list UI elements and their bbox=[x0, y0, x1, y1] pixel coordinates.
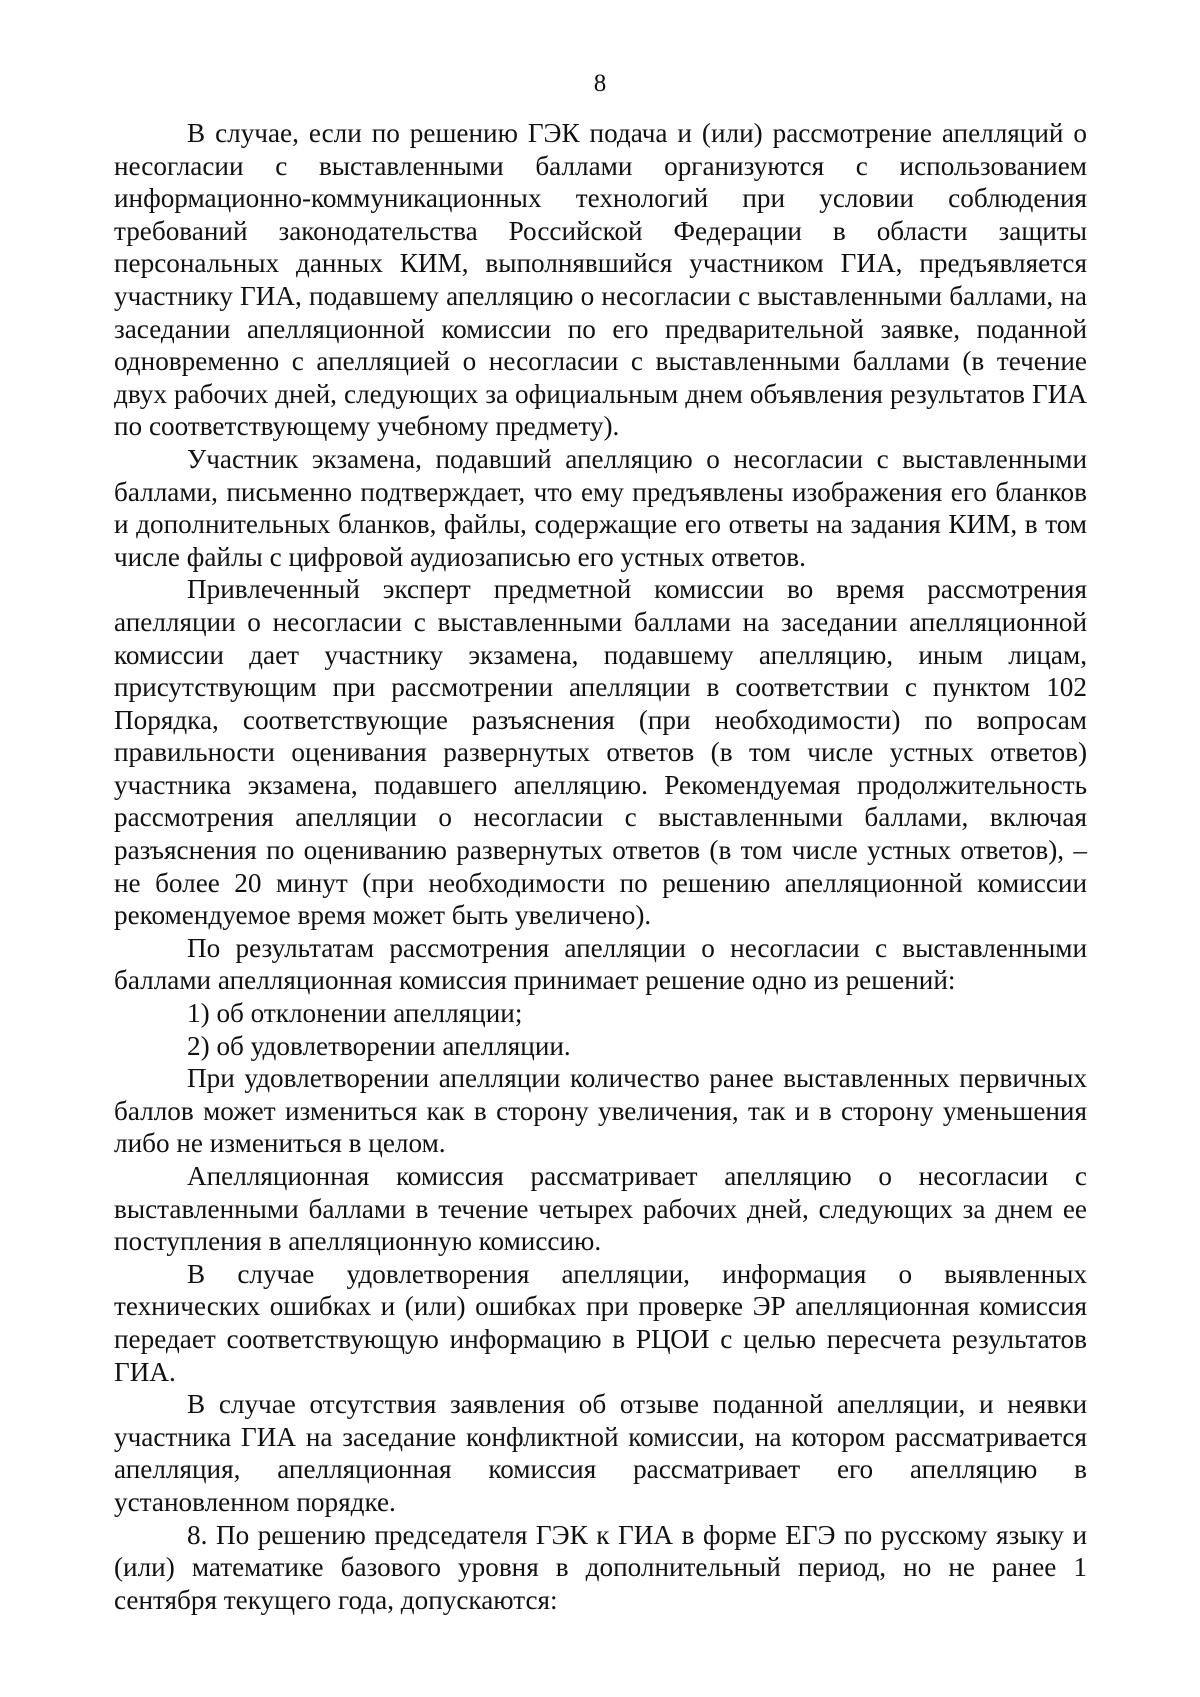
paragraph-technical-errors: В случае удовлетворения апелляции, информация о выявленных технических ошибках и (или) ошибках при проверке ЭР апелляционная комиссия передает соответствующую информацию в РЦОИ с целью пересчета результатов ГИА. bbox=[114, 1258, 1087, 1387]
paragraph-score-change: При удовлетворении апелляции количество ранее выставленных первичных баллов может измениться как в сторону увеличения, так и в сторону уменьшения либо не измениться в целом. bbox=[114, 1063, 1087, 1159]
paragraph-commission-decision: По результатам рассмотрения апелляции о несогласии с выставленными баллами апелляционная комиссия принимает решение одно из решений: bbox=[114, 932, 1087, 996]
paragraph-participant-confirmation: Участник экзамена, подавший апелляцию о несогласии с выставленными баллами, письменно подтверждает, что ему предъявлены изображения его бланков и дополнительных бланков, файлы, содержащие его ответы на задания КИМ, в том числе файлы с цифровой аудиозаписью его устных ответов. bbox=[114, 443, 1087, 572]
paragraph-absence: В случае отсутствия заявления об отзыве поданной апелляции, и неявки участника ГИА на заседание конфликтной комиссии, на котором рассматривается апелляция, апелляционная комиссия рассматривает его апелляцию в установленном порядке. bbox=[114, 1389, 1087, 1517]
page-number: 8 bbox=[593, 70, 607, 97]
paragraph-expert-explanation: Привлеченный эксперт предметной комиссии во время рассмотрения апелляции о несогласии с выставленными баллами на заседании апелляционной комиссии дает участнику экзамена, подавшему апелляцию, иным лицам, присутствующим при рассмотрении апелляции в соответствии с пунктом 102 Порядка, соответствующие разъяснения (при необходимости) по вопросам правильности оценивания развернутых ответов (в том числе устных ответов) участника экзамена, подавшего апелляцию. Рекомендуемая продолжительность рассмотрения апелляции о несогласии с выставленными баллами, включая разъяснения по оцениванию развернутых ответов (в том числе устных ответов), – не более 20 минут (при необходимости по решению апелляционной комиссии рекомендуемое время может быть увеличено). bbox=[114, 574, 1087, 931]
list-item-satisfaction: 2) об удовлетворении апелляции. bbox=[187, 1030, 571, 1061]
paragraph-review-period: Апелляционная комиссия рассматривает апелляцию о несогласии с выставленными баллами в течение четырех рабочих дней, следующих за днем ее поступления в апелляционную комиссию. bbox=[114, 1161, 1087, 1257]
paragraph-ict-appeal: В случае, если по решению ГЭК подача и (или) рассмотрение апелляций о несогласии с выставленными баллами организуются с использованием информационно-коммуникационных технологий при условии соблюдения требований законодательства Российской Федерации в области защиты персональных данных КИМ, выполнявшийся участником ГИА, предъявляется участнику ГИА, подавшему апелляцию о несогласии с выставленными баллами, на заседании апелляционной комиссии по его предварительной заявке, поданной одновременно с апелляцией о несогласии с выставленными баллами (в течение двух рабочих дней, следующих за официальным днем объявления результатов ГИА по соответствующему учебному предмету). bbox=[114, 118, 1087, 442]
list-item-rejection: 1) об отклонении апелляции; bbox=[187, 998, 523, 1029]
paragraph-clause-8: 8. По решению председателя ГЭК к ГИА в форме ЕГЭ по русскому языку и (или) математике базового уровня в дополнительный период, но не ранее 1 сентября текущего года, допускаются: bbox=[114, 1519, 1087, 1615]
document-body bbox=[114, 117, 1087, 1616]
